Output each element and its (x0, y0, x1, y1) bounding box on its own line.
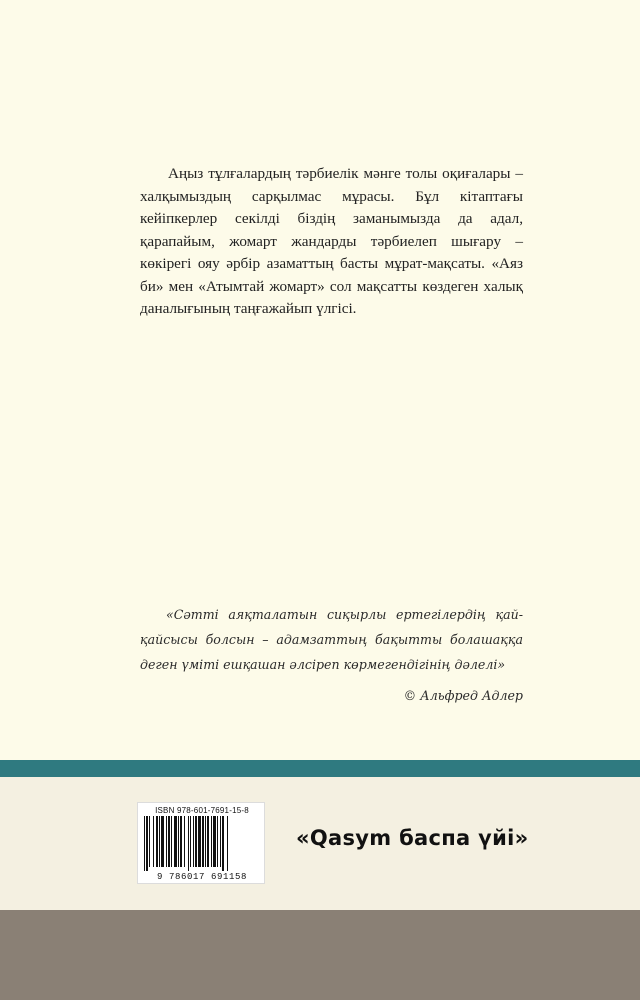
barcode (137, 802, 265, 884)
publisher-name: «Qasym баспа үйі» (296, 826, 529, 850)
barcode-digits: 9 786017 691158 (156, 872, 247, 882)
epigraph-quote: «Сәтті аяқталатын сиқырлы ертегілердің қай-қайсысы болсын – адамзаттың бақытты болашаққа деген үміті ешқашан әлсіреп көрмегендігінің дәлелі» (140, 607, 523, 672)
isbn-number: ISBN 978-601-7691-15-8 (155, 806, 249, 815)
barcode-bars-icon (144, 816, 260, 871)
book-description: Аңыз тұлғалардың тәрбиелік мәнге толы оқиғалары – халқымыздың сарқылмас мұрасы. Бұл кітаптағы кейіпкерлер секілді біздің заманымызда да адал, қарапайым, жомарт жандарды тәрбиелеп шығару – көкірегі ояу әрбір азаматтың басты мұрат-мақсаты. «Аяз би» мен «Атымтай жомарт» сол мақсатты көздеген халық даналығының таңғажайып үлгісі. (140, 165, 523, 317)
bottom-stripe (0, 910, 640, 1000)
quote-author: © Альфред Адлер (403, 688, 523, 703)
teal-stripe (0, 760, 640, 777)
